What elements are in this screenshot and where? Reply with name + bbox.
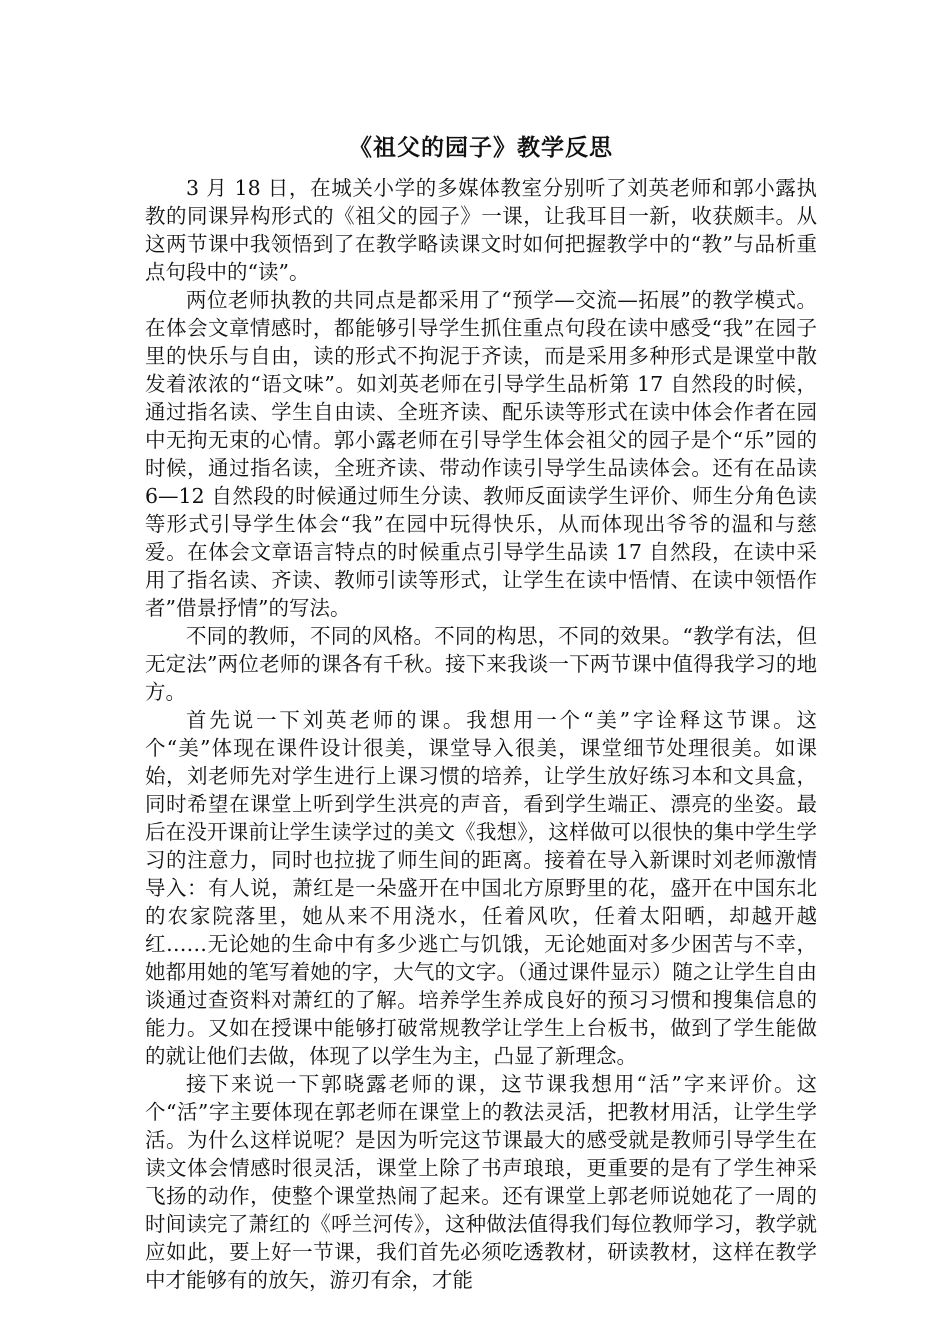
paragraph-5: 接下来说一下郭晓露老师的课，这节课我想用“活”字来评价。这个“活”字主要体现在郭老师在课堂上的教法灵活，把教材用活，让学生学活。为什么这样说呢？是因为听完这节课最大的感受就是教师引导学生在读文体会情感时很灵活，课堂上除了书声琅琅，更重要的是有了学生神采飞扬的动作，使整个课堂热闹了起来。还有课堂上郭老师说她花了一周的时间读完了萧红的《呼兰河传》，这种做法值得我们每位教师学习，教学就应如此，要上好一节课，我们首先必须吃透教材，研读教材，这样在教学中才能够有的放矢，游刃有余，才能 bbox=[145, 1072, 817, 1292]
document-page bbox=[145, 128, 817, 1294]
paragraph-4: 首先说一下刘英老师的课。我想用一个“美”字诠释这节课。这个“美”体现在课件设计很美，课堂导入很美，课堂细节处理很美。如课始，刘老师先对学生进行上课习惯的培养，让学生放好练习本和文具盒，同时希望在课堂上听到学生洪亮的声音，看到学生端正、漂亮的坐姿。最后在没开课前让学生读学过的美文《我想》，这样做可以很快的集中学生学习的注意力，同时也拉拢了师生间的距离。接着在导入新课时刘老师激情导入：有人说，萧红是一朵盛开在中国北方原野里的花，盛开在中国东北的农家院落里，她从来不用浇水，任着风吹，任着太阳晒，却越开越红……无论她的生命中有多少逃亡与饥饿，无论她面对多少困苦与不幸，她都用她的笔写着她的字，大气的文字。（通过课件显示）随之让学生自由谈通过查资料对萧红的了解。培养学生养成良好的预习习惯和搜集信息的能力。又如在授课中能够打破常规教学让学生上台板书，做到了学生能做的就让他们去做，体现了以学生为主，凸显了新理念。 bbox=[145, 708, 817, 1068]
paragraph-1: 3 月 18 日，在城关小学的多媒体教室分别听了刘英老师和郭小露执教的同课异构形式的《祖父的园子》一课，让我耳目一新，收获颇丰。从这两节课中我领悟到了在教学略读课文时如何把握教学中的“教”与品析重点句段中的“读”。 bbox=[145, 176, 817, 284]
paragraph-2: 两位老师执教的共同点是都采用了“预学—交流—拓展”的教学模式。在体会文章情感时，都能够引导学生抓住重点句段在读中感受“我”在园子里的快乐与自由，读的形式不拘泥于齐读，而是采用多种形式是课堂中散发着浓浓的“语文味”。如刘英老师在引导学生品析第 17 自然段的时候，通过指名读、学生自由读、全班齐读、配乐读等形式在读中体会作者在园中无拘无束的心情。郭小露老师在引导学生体会祖父的园子是个“乐”园的时候，通过指名读，全班齐读、带动作读引导学生品读体会。还有在品读 6—12 自然段的时候通过师生分读、教师反面读学生评价、师生分角色读等形式引导学生体会“我”在园中玩得快乐，从而体现出爷爷的温和与慈爱。在体会文章语言特点的时候重点引导学生品读 17 自然段，在读中采用了指名读、齐读、教师引读等形式，让学生在读中悟情、在读中领悟作者”借景抒情”的写法。 bbox=[145, 288, 817, 620]
document-title: 《祖父的园子》教学反思 bbox=[349, 135, 613, 161]
paragraph-3: 不同的教师，不同的风格。不同的构思，不同的效果。“教学有法，但无定法”两位老师的课各有千秋。接下来我谈一下两节课中值得我学习的地方。 bbox=[145, 624, 817, 704]
